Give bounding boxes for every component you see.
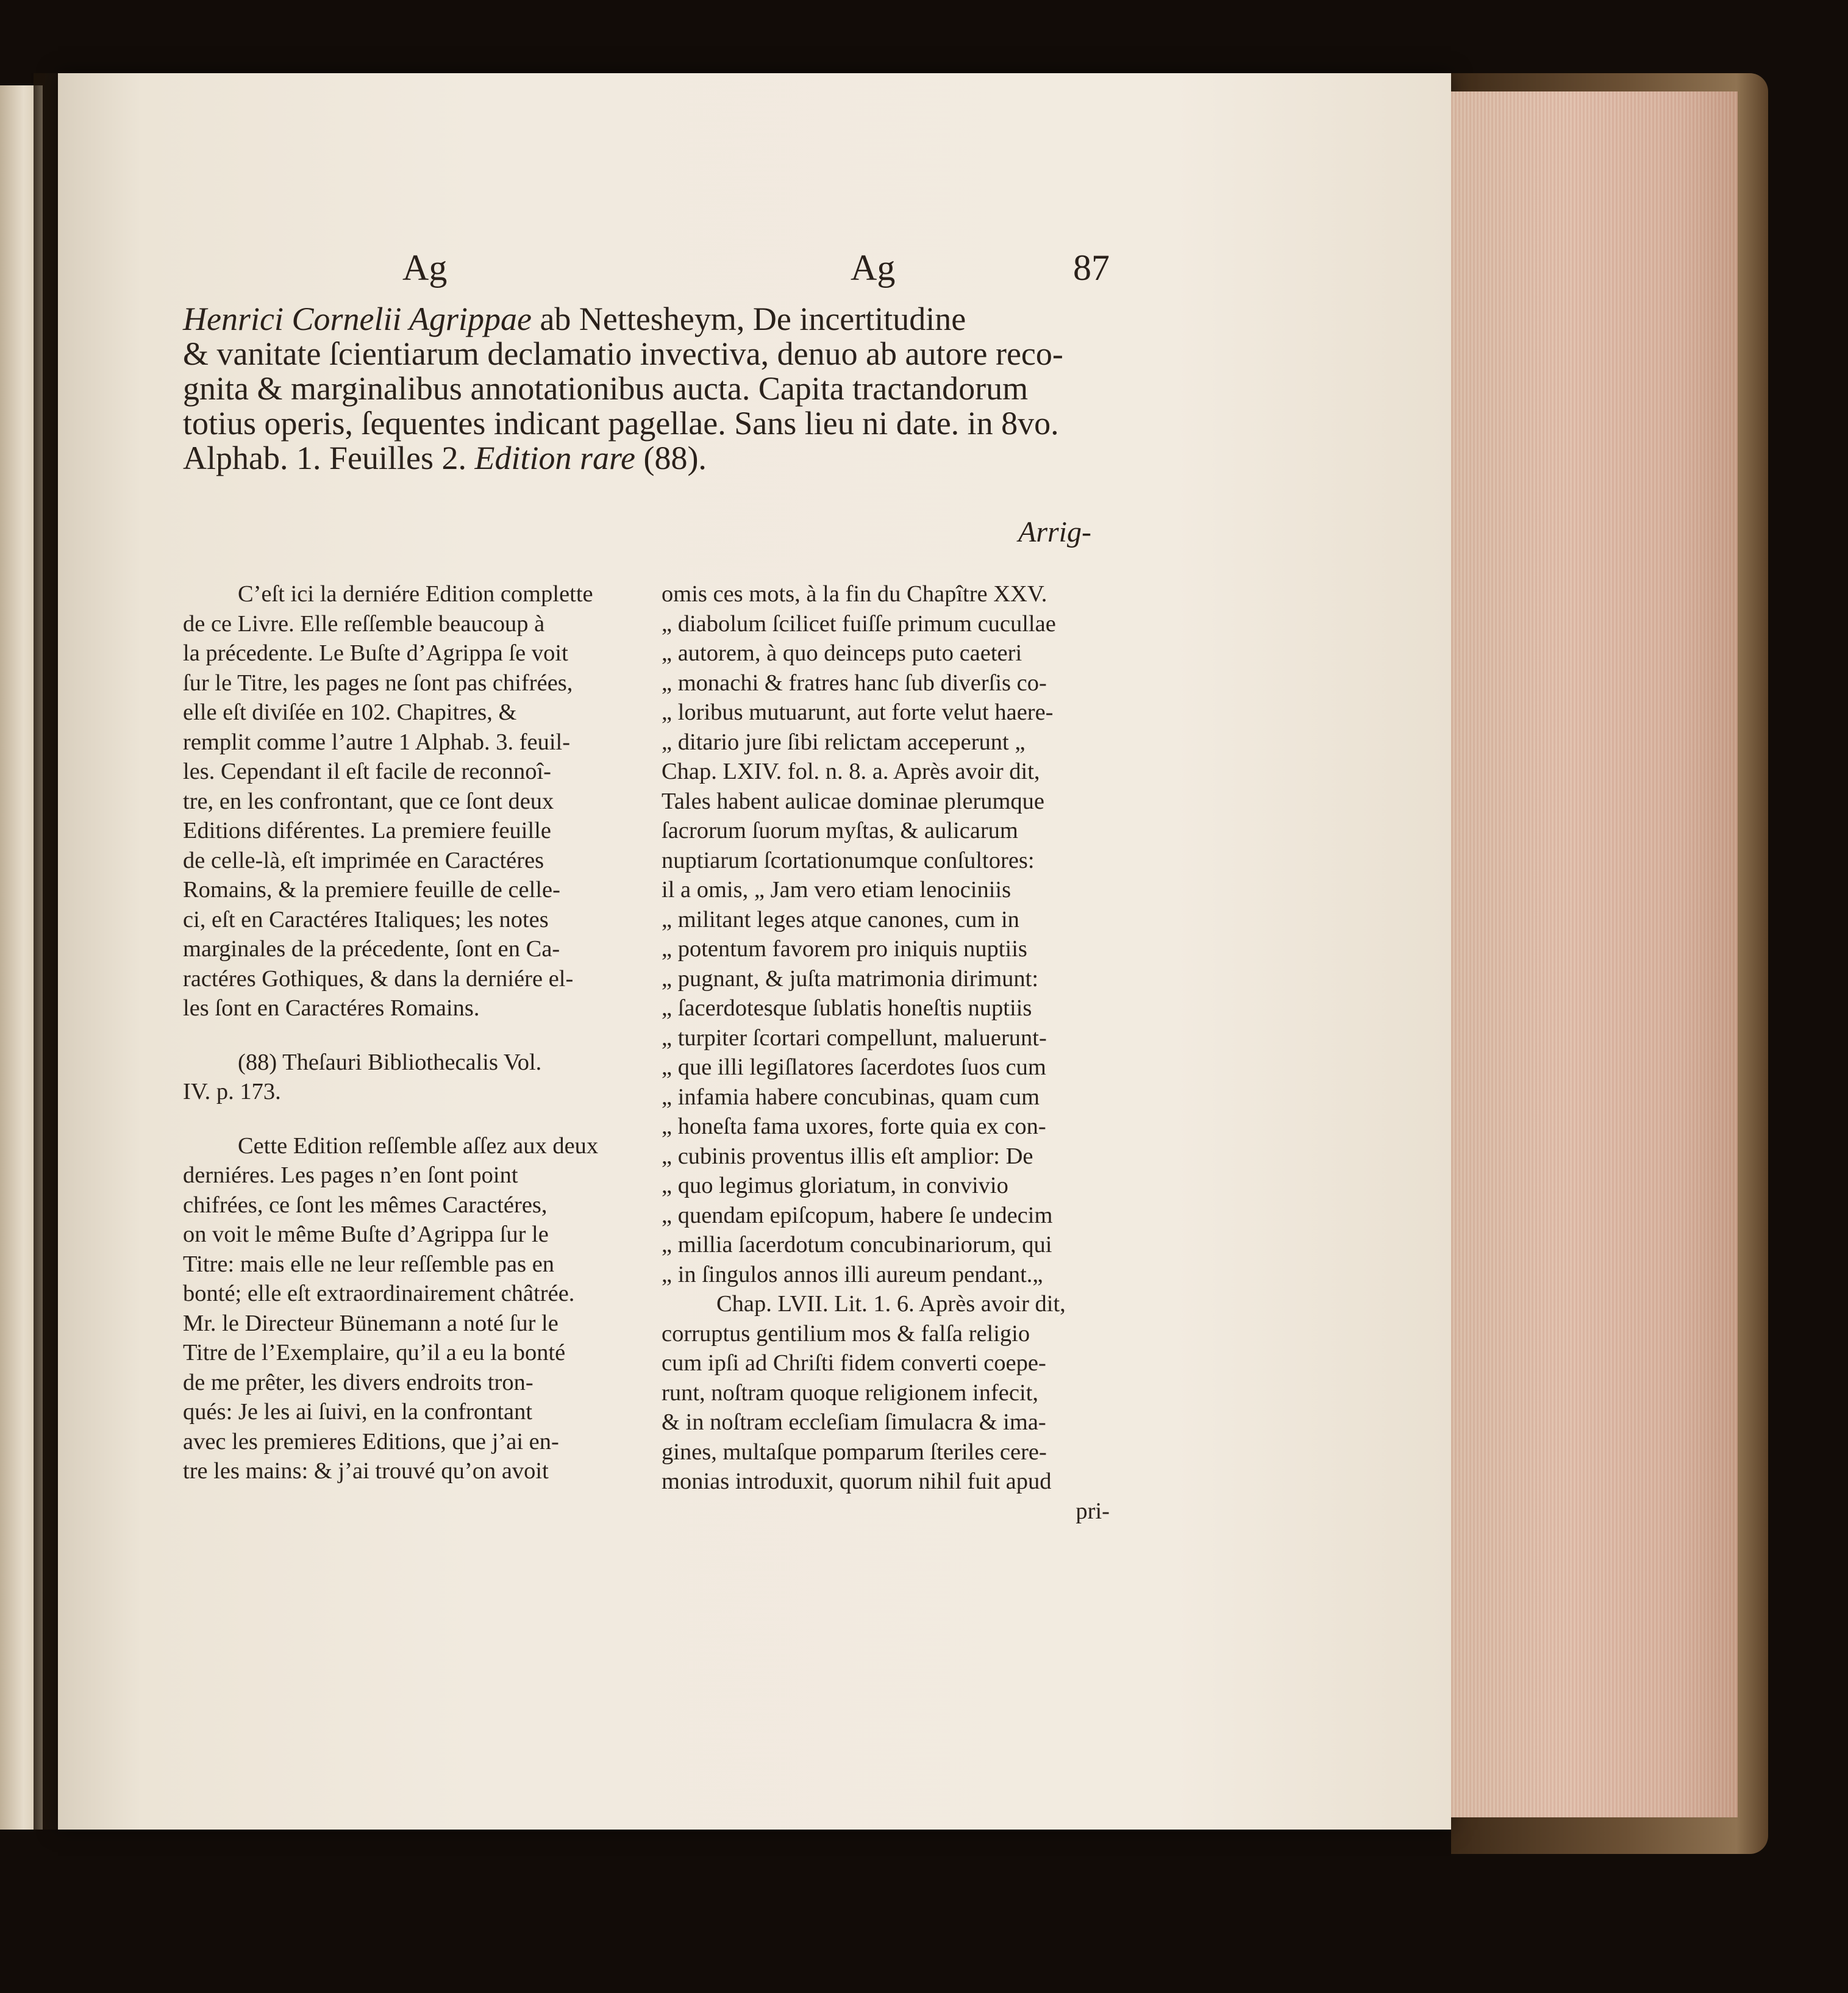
paragraph <box>662 579 1116 1289</box>
text-line: marginales de la précedente, ſont en Ca- <box>183 936 560 962</box>
text-line: tre les mains: & j’ai trouvé qu’on avoit <box>183 1458 549 1484</box>
text-line: „ loribus mutuarunt, aut forte velut haere- <box>662 700 1054 725</box>
text-line: „ monachi & fratres hanc ſub diverſis co- <box>662 670 1047 696</box>
text-line: cum ipſi ad Chriſti fidem converti coepe- <box>662 1350 1046 1376</box>
text-line: chifrées, ce ſont les mêmes Caractéres, <box>183 1192 548 1218</box>
text-line: omis ces mots, à la fin du Chapître XXV. <box>662 581 1047 607</box>
text-line: de celle-là, eſt imprimée en Caractéres <box>183 847 544 873</box>
running-head-left: Ag <box>402 248 448 288</box>
page-block-edges <box>1451 91 1738 1817</box>
text-line: de ce Livre. Elle reſſemble beaucoup à <box>183 610 545 637</box>
text-line: de me prêter, les divers endroits tron- <box>183 1369 533 1395</box>
text-line: Chap. LXIV. fol. n. 8. a. Après avoir dit, <box>662 759 1040 784</box>
text-line: les. Cependant il eſt facile de reconnoî- <box>183 759 551 784</box>
entry-line: gnita & marginalibus annotationibus aucta. Capita tractandorum <box>183 370 1029 407</box>
text-line: qués: Je les ai ſuivi, en la confrontant <box>183 1399 533 1425</box>
text-line: ſur le Titre, les pages ne ſont pas chifrées, <box>183 670 573 696</box>
text-line: „ ſacerdotesque ſublatis honeſtis nuptiis <box>662 995 1032 1021</box>
page-number: 87 <box>1073 248 1110 288</box>
text-line: „ diabolum ſcilicet fuiſſe primum cucullae <box>662 610 1056 637</box>
entry-line: totius operis, ſequentes indicant pagellae. Sans lieu ni date. in 8vo. <box>183 405 1059 442</box>
text-line: „ autorem, à quo deinceps puto caeteri <box>662 640 1022 666</box>
entry-line: & vanitate ſcientiarum declamatio invectiva, denuo ab autore reco- <box>183 335 1063 372</box>
text-line: il a omis, „ Jam vero etiam lenociniis <box>662 877 1011 903</box>
text-line: „ ditario jure ſibi relictam acceperunt „ <box>662 729 1026 755</box>
entry-line: Henrici Cornelii Agrippae ab Nettesheym, De incertitudine <box>183 301 966 337</box>
paragraph <box>183 579 637 1023</box>
text-line: gines, multaſque pomparum ſteriles cere- <box>662 1439 1047 1465</box>
text-line: „ quendam epiſcopum, habere ſe undecim <box>662 1202 1053 1228</box>
text-line: ſacrorum ſuorum myſtas, & aulicarum <box>662 818 1018 843</box>
text-line: IV. p. 173. <box>183 1079 281 1104</box>
text-line: Editions diférentes. La premiere feuille <box>183 818 551 843</box>
running-head-center: Ag <box>851 248 896 288</box>
text-line: ci, eſt en Caractéres Italiques; les notes <box>183 906 549 932</box>
text-line: „ infamia habere concubinas, quam cum <box>662 1084 1040 1110</box>
text-line: Titre de l’Exemplaire, qu’il a eu la bonté <box>183 1340 566 1365</box>
text-line: on voit le même Buſte d’Agrippa ſur le <box>183 1222 549 1247</box>
text-line: remplit comme l’autre 1 Alphab. 3. feuil- <box>183 729 571 755</box>
text-line: ractéres Gothiques, & dans la derniére el- <box>183 965 574 992</box>
text-line: „ in ſingulos annos illi aureum pendant.„ <box>662 1261 1043 1287</box>
text-line: tre, en les confrontant, que ce ſont deux <box>183 788 554 814</box>
entry-line: Alphab. 1. Feuilles 2. Edition rare (88). <box>183 440 707 476</box>
text-line: corruptus gentilium mos & falſa religio <box>662 1320 1030 1347</box>
text-line: nuptiarum ſcortationumque conſultores: <box>662 847 1035 873</box>
text-line: les ſont en Caractéres Romains. <box>183 995 480 1021</box>
text-line: & in noſtram eccleſiam ſimulacra & ima- <box>662 1409 1046 1435</box>
text-line: „ potentum favorem pro iniquis nuptiis <box>662 936 1027 962</box>
right-column <box>662 579 1116 1526</box>
paragraph <box>183 1131 637 1486</box>
catchword-top: Arrig- <box>1018 516 1091 548</box>
text-line: Titre: mais elle ne leur reſſemble pas en <box>183 1251 555 1277</box>
text-line: elle eſt diviſée en 102. Chapitres, & <box>183 700 517 725</box>
text-line: Cette Edition reſſemble aſſez aux deux <box>238 1132 599 1159</box>
text-line: Romains, & la premiere feuille de celle- <box>183 877 560 903</box>
text-line: „ quo legimus gloriatum, in convivio <box>662 1173 1008 1198</box>
text-line: Tales habent aulicae dominae plerumque <box>662 788 1045 814</box>
text-line: „ turpiter ſcortari compellunt, maluerunt- <box>662 1025 1047 1051</box>
paragraph <box>662 1289 1116 1497</box>
catchword-bottom: pri- <box>1076 1498 1110 1524</box>
text-line: la précedente. Le Buſte d’Agrippa ſe voit <box>183 640 568 666</box>
text-line: C’eſt ici la derniére Edition complette <box>238 581 593 607</box>
text-line: „ pugnant, & juſta matrimonia dirimunt: <box>662 965 1039 992</box>
text-line: (88) Theſauri Bibliothecalis Vol. <box>238 1049 542 1075</box>
text-line: „ militant leges atque canones, cum in <box>662 906 1019 932</box>
text-line: Chap. LVII. Lit. 1. 6. Après avoir dit, <box>716 1291 1066 1317</box>
bibliographic-entry <box>183 302 1125 476</box>
text-line: „ que illi legiſlatores ſacerdotes ſuos cum <box>662 1054 1046 1080</box>
text-line: „ cubinis proventus illis eſt amplior: De <box>662 1143 1033 1169</box>
text-line: „ honeſta fama uxores, forte quia ex con- <box>662 1114 1046 1139</box>
footnote <box>183 1048 637 1107</box>
text-line: avec les premieres Editions, que j’ai en- <box>183 1428 559 1454</box>
text-line: derniéres. Les pages n’en ſont point <box>183 1162 518 1188</box>
left-column <box>183 579 637 1486</box>
text-line: „ millia ſacerdotum concubinariorum, qui <box>662 1232 1052 1258</box>
text-line: bonté; elle eſt extraordinairement châtrée. <box>183 1281 575 1306</box>
text-line: runt, noſtram quoque religionem infecit, <box>662 1379 1038 1406</box>
text-line: Mr. le Directeur Bünemann a noté ſur le <box>183 1310 558 1336</box>
text-line: monias introduxit, quorum nihil fuit apud <box>662 1469 1052 1494</box>
